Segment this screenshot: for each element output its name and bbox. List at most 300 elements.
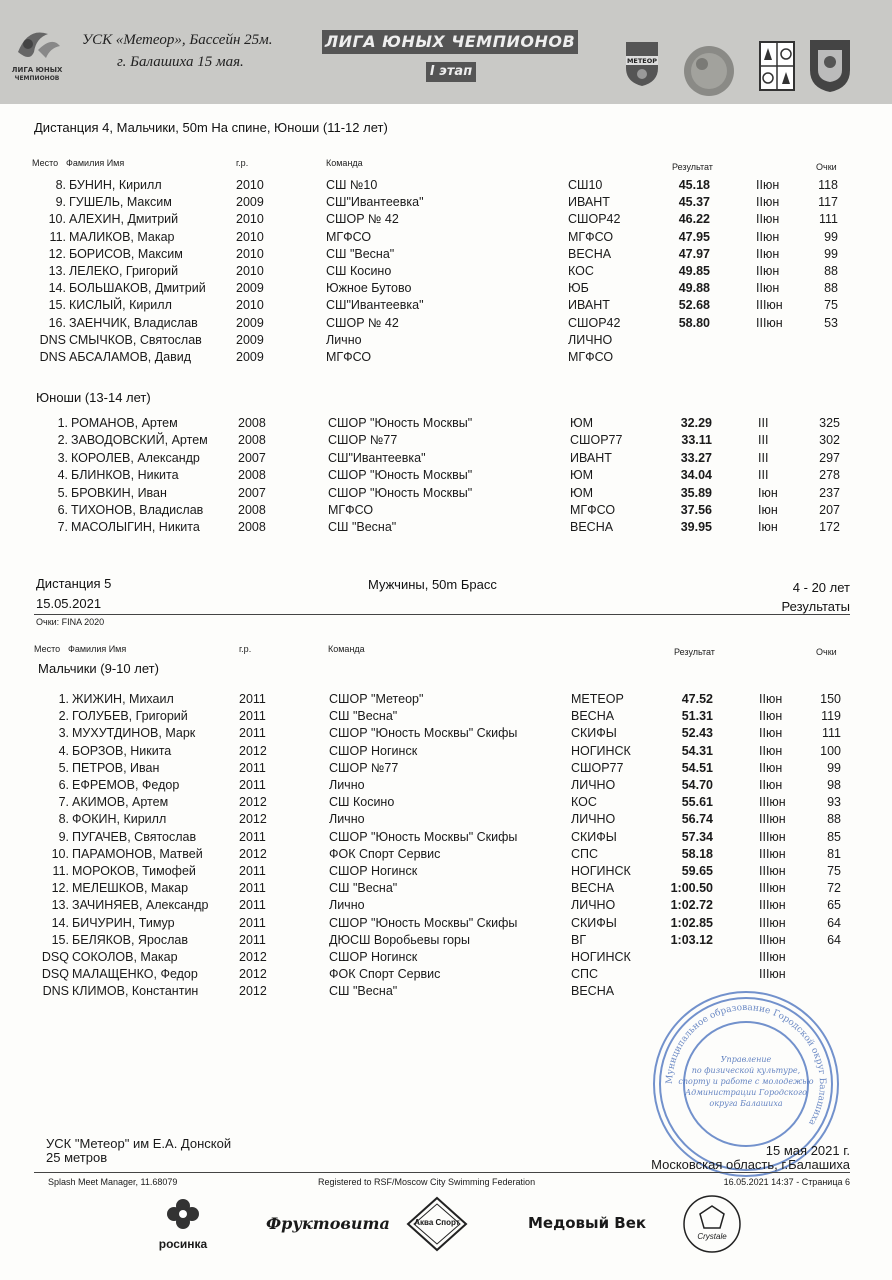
footer-divider	[34, 1172, 850, 1173]
rank-cell: III	[758, 416, 769, 430]
rank-cell: IIIюн	[759, 967, 786, 982]
result-cell: 54.51	[681, 760, 713, 775]
team-code-cell: КОС	[571, 795, 597, 810]
result-cell: 1:02.85	[670, 915, 713, 930]
name-cell: БОЛЬШАКОВ, Дмитрий	[69, 281, 206, 296]
points-cell: 99	[827, 760, 841, 775]
team-code-cell: ЮМ	[570, 416, 594, 430]
place-cell: 3.	[58, 726, 69, 741]
svg-text:по физической культуре,: по физической культуре,	[691, 1066, 801, 1075]
team-code-cell: ЛИЧНО	[571, 778, 616, 792]
team-code-cell: СПС	[571, 967, 599, 982]
result-cell: 1:03.12	[670, 932, 713, 947]
place-cell: 8.	[58, 812, 69, 827]
place-cell: 4.	[58, 743, 69, 758]
table-row	[3, 812, 892, 829]
name-cell: МАЛИКОВ, Макар	[69, 229, 175, 244]
rank-cell: IIIюн	[759, 932, 786, 947]
name-cell: СМЫЧКОВ, Святослав	[69, 332, 202, 347]
points-cell: 207	[819, 503, 840, 517]
distance-5-event: Мужчины, 50m Брасс	[368, 577, 497, 592]
team-cell: ФОК Спорт Сервис	[329, 967, 441, 982]
table-row	[0, 281, 892, 298]
venue-line-2: г. Балашиха 15 мая.	[117, 54, 244, 70]
year-cell: 2011	[239, 709, 266, 724]
points-cell: 53	[824, 315, 838, 330]
points-cell: 302	[819, 433, 840, 448]
table-row	[0, 333, 892, 350]
rank-cell: IIIюн	[756, 298, 783, 313]
table-row	[3, 726, 892, 743]
points-cell: 88	[824, 281, 838, 296]
rank-cell: IIюн	[756, 281, 780, 296]
rank-cell: Iюн	[758, 503, 778, 517]
distance-5-results-label: Результаты	[781, 599, 850, 614]
name-cell: БРОВКИН, Иван	[71, 485, 167, 500]
table-row	[3, 761, 892, 778]
team-code-cell: ВЕСНА	[568, 246, 612, 261]
team-cell: Южное Бутово	[326, 281, 412, 296]
result-cell: 58.80	[678, 315, 710, 330]
year-cell: 2010	[236, 246, 264, 261]
team-cell: СШ Косино	[329, 795, 395, 810]
table-row	[2, 433, 892, 450]
year-cell: 2010	[236, 229, 264, 244]
name-cell: БУНИН, Кирилл	[69, 178, 162, 192]
team-cell: Лично	[329, 812, 365, 827]
rank-cell: III	[758, 468, 769, 483]
place-cell: 11.	[49, 229, 66, 244]
year-cell: 2011	[239, 760, 266, 775]
table-row	[0, 316, 892, 333]
points-cell: 99	[824, 246, 838, 261]
points-cell: 325	[819, 416, 840, 430]
year-cell: 2011	[239, 915, 266, 930]
distance-5-ages: 4 - 20 лет	[792, 580, 850, 595]
team-cell: Лично	[329, 778, 365, 792]
year-cell: 2009	[236, 350, 264, 364]
place-cell: 7.	[57, 520, 68, 535]
points-cell: 85	[827, 829, 841, 844]
rank-cell: Iюн	[758, 485, 778, 500]
sponsor-aqua-sport	[406, 1196, 468, 1257]
year-cell: 2008	[238, 520, 266, 535]
team-cell: СШОР "Юность Москвы"	[328, 468, 473, 483]
team-code-cell: СКИФЫ	[571, 726, 617, 741]
team-cell: Лично	[329, 898, 365, 913]
rank-cell: IIIюн	[759, 829, 786, 844]
name-cell: БОРИСОВ, Максим	[69, 246, 183, 261]
points-cell: 118	[818, 178, 838, 192]
year-cell: 2008	[238, 503, 266, 517]
sponsor-crystale-label: Crystale	[697, 1232, 727, 1241]
result-cell: 1:02.72	[670, 898, 713, 913]
svg-text:Муниципальное образование Горо: Муниципальное образование Городской округ Балашиха	[664, 1002, 828, 1127]
name-cell: ТИХОНОВ, Владислав	[71, 503, 204, 517]
team-code-cell: НОГИНСК	[571, 743, 631, 758]
table-row	[0, 195, 892, 212]
name-cell: СОКОЛОВ, Макар	[72, 950, 178, 964]
team-code-cell: ЛИЧНО	[571, 812, 616, 827]
result-cell: 39.95	[680, 520, 712, 535]
col-header-name-2: Фамилия Имя	[68, 644, 127, 654]
col-header-team-2: Команда	[328, 644, 365, 654]
team-code-cell: ВЕСНА	[571, 709, 615, 724]
year-cell: 2010	[236, 212, 264, 227]
team-cell: СШ"Ивантеевка"	[328, 450, 426, 465]
rank-cell: IIюн	[759, 726, 783, 741]
year-cell: 2011	[239, 898, 266, 913]
result-cell: 57.34	[681, 829, 713, 844]
moscow-region-coat-of-arms-icon	[806, 36, 854, 94]
distance-5-label: Дистанция 5	[36, 576, 112, 591]
col-header-points-2: Очки	[816, 647, 837, 657]
table-row	[2, 451, 892, 468]
table-row	[3, 967, 892, 984]
table-row	[2, 416, 892, 433]
team-code-cell: ЛИЧНО	[568, 332, 613, 347]
year-cell: 2011	[239, 726, 266, 741]
points-cell: 297	[819, 450, 840, 465]
rank-cell: IIюн	[759, 709, 783, 724]
result-cell: 34.04	[680, 468, 712, 483]
year-cell: 2008	[238, 416, 266, 430]
name-cell: АЛЕХИН, Дмитрий	[69, 212, 179, 227]
rank-cell: IIIюн	[759, 812, 786, 827]
team-cell: СШОР № 42	[326, 315, 399, 330]
team-cell: МГФСО	[326, 350, 372, 364]
footer-location: Московская область, г.Балашиха	[651, 1157, 850, 1172]
place-cell: DSQ	[41, 950, 69, 964]
name-cell: АБСАЛАМОВ, Давид	[69, 350, 192, 364]
name-cell: БОРЗОВ, Никита	[72, 743, 172, 758]
year-cell: 2011	[239, 829, 266, 844]
points-cell: 72	[827, 881, 841, 896]
svg-text:Администрации Городского: Администрации Городского	[685, 1088, 807, 1097]
rank-cell: IIюн	[756, 212, 780, 227]
points-cell: 64	[827, 932, 841, 947]
points-cell: 88	[827, 812, 841, 827]
place-cell: 13.	[51, 898, 69, 913]
name-cell: ЕФРЕМОВ, Федор	[72, 778, 180, 792]
result-cell: 47.95	[678, 229, 710, 244]
points-cell: 65	[827, 898, 841, 913]
table-row	[3, 709, 892, 726]
venue-line-1: УСК «Метеор», Бассейн 25м.	[82, 32, 273, 48]
team-code-cell: КОС	[568, 264, 594, 278]
team-code-cell: МЕТЕОР	[571, 692, 624, 706]
table-row	[0, 178, 892, 195]
table-row	[0, 264, 892, 281]
points-cell: 98	[827, 778, 841, 792]
result-cell: 33.11	[681, 433, 712, 448]
team-cell: МГФСО	[326, 229, 372, 244]
team-code-cell: МГФСО	[570, 503, 616, 517]
result-cell: 54.31	[681, 743, 713, 758]
table-row	[0, 247, 892, 264]
table-row	[0, 350, 892, 367]
year-cell: 2011	[239, 881, 266, 896]
table-row	[3, 950, 892, 967]
table-row	[0, 298, 892, 315]
team-code-cell: ВЕСНА	[571, 881, 615, 896]
footer-date: 15 мая 2021 г.	[765, 1143, 850, 1158]
year-cell: 2009	[236, 195, 264, 210]
footer-software: Splash Meet Manager, 11.68079	[48, 1177, 178, 1187]
table-row	[3, 692, 892, 709]
team-code-cell: ИВАНТ	[568, 195, 610, 210]
rank-cell: IIюн	[756, 229, 780, 244]
team-cell: СШОР "Юность Москвы" Скифы	[329, 915, 518, 930]
name-cell: МУХУТДИНОВ, Марк	[72, 726, 196, 741]
name-cell: ЗАВОДОВСКИЙ, Артем	[71, 433, 208, 448]
result-cell: 33.27	[680, 450, 712, 465]
place-cell: 10.	[51, 846, 69, 861]
points-cell: 172	[819, 520, 840, 535]
sponsor-fruktovita: Фруктовита	[266, 1214, 390, 1233]
points-cell: 278	[819, 468, 840, 483]
col-header-result: Результат	[672, 162, 713, 172]
name-cell: ЛЕЛЕКО, Григорий	[69, 264, 179, 278]
place-cell: 10.	[48, 212, 66, 227]
place-cell: 11.	[52, 864, 69, 878]
col-header-points: Очки	[816, 162, 837, 172]
table-row	[3, 778, 892, 795]
table-row	[3, 933, 892, 950]
year-cell: 2012	[239, 812, 267, 827]
year-cell: 2011	[239, 692, 266, 706]
place-cell: 15.	[48, 298, 66, 313]
rosinka-flower-icon	[163, 1196, 203, 1230]
rank-cell: IIюн	[759, 743, 783, 758]
result-cell: 51.31	[681, 709, 713, 724]
col-header-result-2: Результат	[674, 647, 715, 657]
col-header-place-2: Место	[34, 644, 61, 654]
divider-line	[34, 614, 850, 615]
result-cell: 45.18	[678, 178, 710, 192]
result-cell: 47.52	[681, 692, 713, 706]
team-cell: СШ Косино	[326, 264, 392, 278]
team-cell: СШОР "Юность Москвы" Скифы	[329, 726, 518, 741]
footer-venue: УСК "Метеор" им Е.А. Донской	[46, 1136, 232, 1151]
header-banner	[0, 0, 892, 104]
place-cell: 15.	[51, 932, 69, 947]
table-row	[0, 230, 892, 247]
table-row	[2, 503, 892, 520]
table-row	[3, 881, 892, 898]
svg-text:МЕТЕОР: МЕТЕОР	[626, 57, 658, 65]
rank-cell: IIIюн	[759, 846, 786, 861]
name-cell: АКИМОВ, Артем	[72, 795, 169, 810]
year-cell: 2012	[239, 967, 267, 982]
points-cell: 75	[827, 864, 841, 878]
points-cell: 99	[824, 229, 838, 244]
col-header-place: Место	[32, 158, 59, 168]
table-row	[3, 847, 892, 864]
points-cell: 100	[820, 743, 841, 758]
year-cell: 2008	[238, 468, 266, 483]
table-row	[3, 744, 892, 761]
svg-text:округа Балашиха: округа Балашиха	[709, 1099, 783, 1108]
place-cell: 9.	[58, 829, 69, 844]
place-cell: 3.	[57, 450, 68, 465]
team-code-cell: ИВАНТ	[570, 450, 612, 465]
table-row	[2, 486, 892, 503]
result-cell: 47.97	[678, 246, 710, 261]
place-cell: 12.	[51, 881, 69, 896]
result-cell: 54.70	[681, 778, 713, 792]
place-cell: 4.	[57, 468, 68, 483]
year-cell: 2009	[236, 332, 264, 347]
rank-cell: IIюн	[756, 264, 780, 278]
meteor-logo-icon	[622, 38, 662, 88]
points-cell: 117	[818, 195, 838, 210]
rank-cell: IIюн	[756, 178, 780, 192]
name-cell: ГУШЕЛЬ, Максим	[69, 195, 172, 210]
year-cell: 2009	[236, 315, 264, 330]
year-cell: 2010	[236, 298, 264, 313]
rank-cell: IIIюн	[759, 864, 786, 878]
year-cell: 2007	[238, 485, 266, 500]
table-row	[3, 916, 892, 933]
year-cell: 2012	[239, 950, 267, 964]
team-cell: СШ "Весна"	[326, 246, 395, 261]
league-logo-icon	[8, 22, 66, 84]
globe-logo-icon	[682, 44, 736, 98]
year-cell: 2012	[239, 795, 267, 810]
team-cell: СШ"Ивантеевка"	[326, 298, 424, 313]
name-cell: ФОКИН, Кирилл	[72, 812, 167, 827]
rank-cell: IIIюн	[759, 795, 786, 810]
rank-cell: IIюн	[759, 778, 783, 792]
group-title: Мальчики (9-10 лет)	[38, 661, 159, 676]
balashiha-coat-of-arms-icon	[758, 40, 796, 92]
team-code-cell: СШ10	[568, 178, 603, 192]
team-code-cell: ВЕСНА	[571, 984, 615, 999]
team-cell: СШ "Весна"	[328, 520, 397, 535]
col-header-year: г.р.	[236, 158, 249, 168]
name-cell: МАСОЛЫГИН, Никита	[71, 520, 200, 535]
name-cell: КЛИМОВ, Константин	[72, 984, 199, 999]
place-cell: 6.	[57, 503, 68, 517]
sponsor-rosinka-label: росинка	[158, 1237, 208, 1251]
name-cell: ПАРАМОНОВ, Матвей	[72, 846, 203, 861]
crystale-logo-icon	[682, 1194, 742, 1254]
rank-cell: IIIюн	[759, 950, 786, 964]
place-cell: 7.	[58, 795, 69, 810]
team-cell: ДЮСШ Воробьевы горы	[329, 932, 470, 947]
col-header-name: Фамилия Имя	[66, 158, 125, 168]
table-row	[0, 212, 892, 229]
rank-cell: III	[758, 450, 769, 465]
year-cell: 2012	[239, 984, 267, 999]
team-code-cell: СПС	[571, 846, 599, 861]
result-cell: 49.85	[678, 264, 710, 278]
stage-label: I этап	[426, 62, 476, 82]
result-cell: 52.68	[678, 298, 710, 313]
place-cell: 1.	[57, 416, 68, 430]
place-cell: 14.	[51, 915, 69, 930]
team-cell: СШОР Ногинск	[329, 864, 418, 878]
section-1-title: Дистанция 4, Мальчики, 50m На спине, Юноши (11-12 лет)	[34, 120, 388, 135]
sponsor-medovy-vek: Медовый Век	[528, 1214, 647, 1232]
place-cell: DNS	[39, 350, 66, 364]
table-row	[2, 520, 892, 537]
footer-registered: Registered to RSF/Moscow City Swimming Federation	[318, 1177, 536, 1187]
team-cell: СШОР Ногинск	[329, 950, 418, 964]
team-code-cell: СКИФЫ	[571, 829, 617, 844]
result-cell: 45.37	[678, 195, 710, 210]
team-cell: СШ №10	[326, 178, 378, 192]
league-title: ЛИГА ЮНЫХ ЧЕМПИОНОВ	[322, 30, 578, 54]
place-cell: 1.	[58, 692, 69, 706]
place-cell: 13.	[48, 264, 66, 278]
rank-cell: IIюн	[756, 246, 780, 261]
team-cell: СШОР "Юность Москвы"	[328, 416, 473, 430]
result-cell: 49.88	[678, 281, 710, 296]
table-row	[3, 830, 892, 847]
team-cell: Лично	[326, 332, 362, 347]
svg-text:ЛИГА ЮНЫХ: ЛИГА ЮНЫХ	[11, 66, 63, 74]
points-cell: 81	[827, 846, 841, 861]
team-cell: СШ"Ивантеевка"	[326, 195, 424, 210]
team-cell: СШОР "Юность Москвы" Скифы	[329, 829, 518, 844]
place-cell: 8.	[55, 178, 66, 192]
points-cell: 111	[818, 212, 838, 227]
result-cell: 46.22	[678, 212, 710, 227]
name-cell: ГОЛУБЕВ, Григорий	[72, 709, 188, 724]
result-cell: 32.29	[680, 416, 712, 430]
name-cell: БЕЛЯКОВ, Ярослав	[72, 932, 188, 947]
team-code-cell: НОГИНСК	[571, 864, 631, 878]
rank-cell: Iюн	[758, 520, 778, 535]
table-row	[3, 864, 892, 881]
result-cell: 58.18	[681, 846, 713, 861]
name-cell: КОРОЛЕВ, Александр	[71, 450, 200, 465]
table-row	[3, 898, 892, 915]
team-cell: СШ "Весна"	[329, 709, 398, 724]
team-code-cell: ВЕСНА	[570, 520, 614, 535]
svg-text:ЧЕМПИОНОВ: ЧЕМПИОНОВ	[14, 75, 60, 82]
rank-cell: IIIюн	[756, 315, 783, 330]
team-cell: ФОК Спорт Сервис	[329, 846, 441, 861]
result-cell: 59.65	[681, 864, 713, 878]
result-cell: 52.43	[681, 726, 713, 741]
year-cell: 2011	[239, 932, 266, 947]
year-cell: 2012	[239, 743, 267, 758]
year-cell: 2010	[236, 178, 264, 192]
section-2-title: Юноши (13-14 лет)	[36, 390, 151, 405]
team-code-cell: ЛИЧНО	[571, 898, 616, 913]
name-cell: ЖИЖИН, Михаил	[72, 692, 174, 706]
rank-cell: IIюн	[759, 692, 783, 706]
name-cell: БИЧУРИН, Тимур	[72, 915, 175, 930]
points-cell: 237	[819, 485, 840, 500]
place-cell: DNS	[39, 332, 66, 347]
team-code-cell: СШОР42	[568, 212, 621, 227]
team-cell: СШ "Весна"	[329, 881, 398, 896]
place-cell: DSQ	[41, 967, 69, 982]
team-cell: МГФСО	[328, 503, 374, 517]
year-cell: 2007	[238, 450, 266, 465]
place-cell: 5.	[57, 485, 68, 500]
team-cell: СШОР №77	[328, 433, 398, 448]
name-cell: ПУГАЧЕВ, Святослав	[72, 829, 197, 844]
team-code-cell: СШОР42	[568, 315, 621, 330]
points-cell: 119	[821, 709, 841, 724]
place-cell: 6.	[58, 778, 69, 792]
rank-cell: IIюн	[756, 195, 780, 210]
